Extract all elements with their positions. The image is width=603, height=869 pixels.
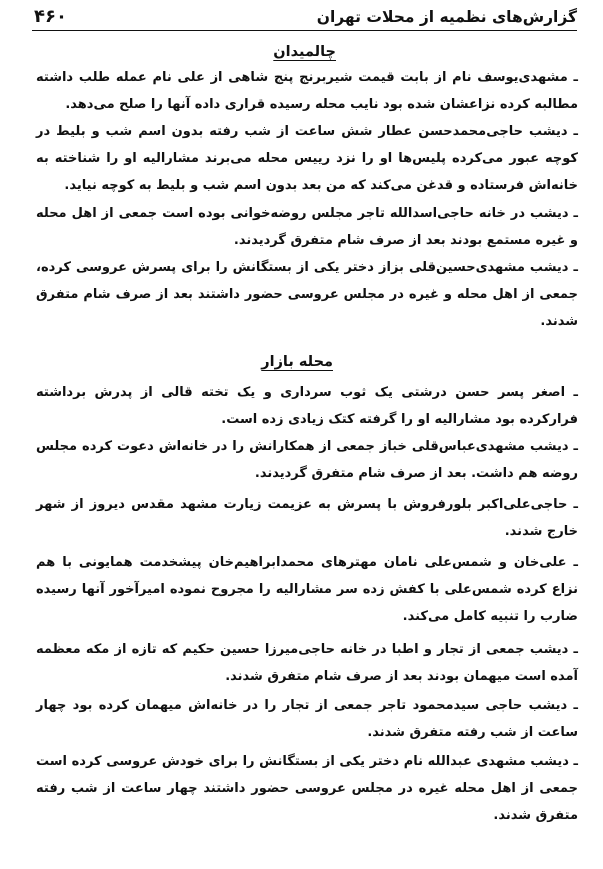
paragraph: ـ دیشب در خانه حاجی‌اسدالله تاجر مجلس روضه‌خوانی بوده است جمعی از اهل محله و غیره مستمع بودند بعد از صرف شام متفرق گردیدند.: [36, 206, 578, 248]
paragraph: ـ دیشب حاجی‌محمدحسن عطار شش ساعت از شب رفته بدون اسم شب و بلیط در کوچه عبور می‌کرده پلیس‌ها او را نزد رییس محله می‌برند مشارالیه او را شناخته به خانه‌اش فرستاده و قدغن می‌کند که من بعد بدون اسم شب و بلیط به کوچه نیاید.: [36, 124, 578, 193]
paragraph: ـ دیشب حاجی سیدمحمود تاجر جمعی از تجار را در خانه‌اش میهمان کرده بود چهار ساعت از شب رفته متفرق شدند.: [36, 698, 578, 740]
page-header: [32, 6, 577, 31]
section-title-chalmeydan: چالمیدان: [273, 44, 336, 60]
paragraph: ـ دیشب مشهدی‌عباس‌قلی خباز جمعی از همکارانش را در خانه‌اش دعوت کرده مجلس روضه هم داشت. بعد از صرف شام متفرق گردیدند.: [36, 439, 578, 481]
section-title-bazaar: محله بازار: [261, 354, 333, 370]
running-title: گزارش‌های نظمیه از محلات تهران: [316, 8, 577, 26]
paragraph: ـ دیشب مشهدی‌حسین‌قلی بزاز دختر یکی از بستگانش را برای پسرش عروسی کرده، جمعی از اهل محله و غیره در مجلس عروسی حضور داشتند بعد از صرف شام متفرق شدند.: [36, 260, 578, 329]
paragraph: ـ علی‌خان و شمس‌علی نامان مهترهای محمدابراهیم‌خان پیشخدمت همایونی با هم نزاع کرده شمس‌علی با کفش زده سر مشارالیه را مجروح نموده امیرآخور آنها رسیده ضارب را تنبیه کامل می‌کند.: [36, 555, 578, 624]
paragraph: ـ حاجی‌علی‌اکبر بلورفروش با پسرش به عزیمت زیارت مشهد مقدس دیروز از شهر خارج شدند.: [36, 497, 578, 539]
page-number: ۴۶۰: [34, 6, 67, 27]
paragraph: ـ اصغر پسر حسن درشتی یک ثوب سرداری و یک تخته قالی از پدرش برداشته فرارکرده بود مشارالیه او را گرفته کتک زیادی زده است.: [36, 385, 578, 427]
paragraph: ـ مشهدی‌یوسف نام از بابت قیمت شیربرنج پنج شاهی از علی نام عمله طلب داشته مطالبه کرده نزاعشان شده بود نایب محله رسیده قراری داده آنها را صلح می‌دهد.: [36, 70, 578, 112]
paragraph: ـ دیشب جمعی از تجار و اطبا در خانه حاجی‌میرزا حسین حکیم که تازه از مکه معظمه آمده است میهمان بودند بعد از صرف شام متفرق شدند.: [36, 642, 578, 684]
paragraph: ـ دیشب مشهدی عبدالله نام دختر یکی از بستگانش را برای خودش عروسی کرده است جمعی از اهل محله غیره در مجلس عروسی حضور داشتند چهار ساعت از شب رفته متفرق شدند.: [36, 754, 578, 823]
